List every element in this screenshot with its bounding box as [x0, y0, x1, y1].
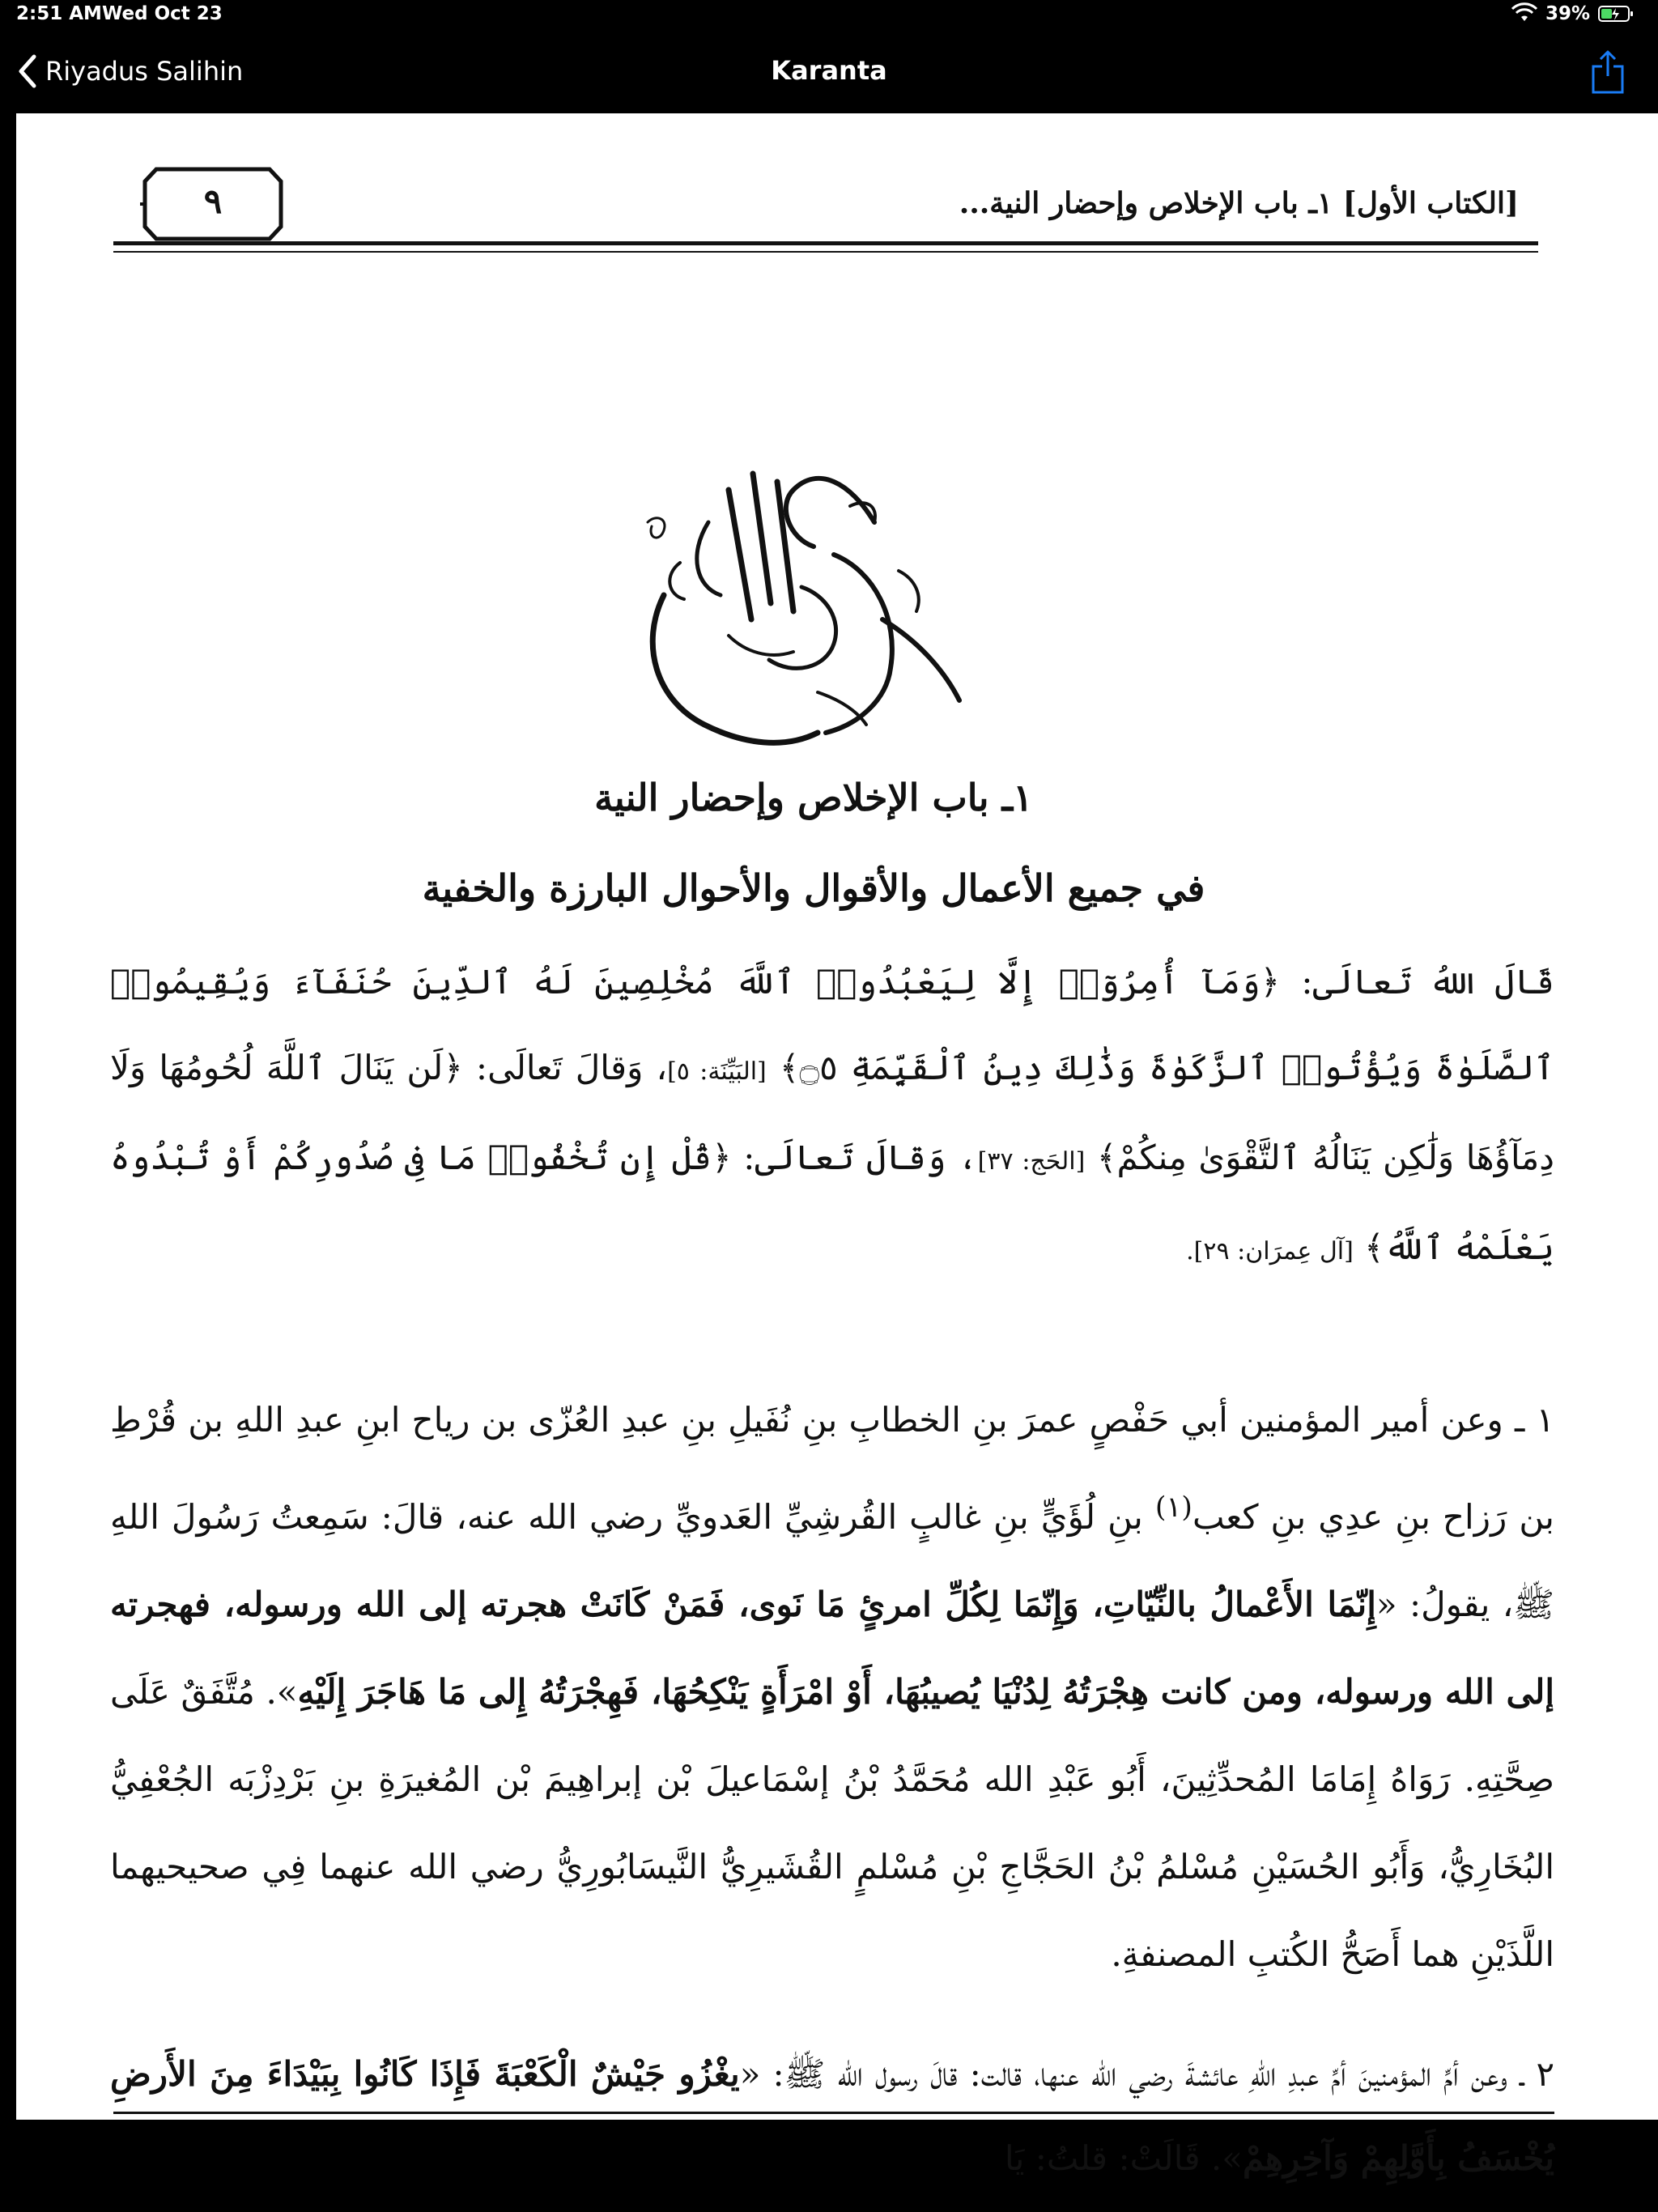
- hadith-2-matn: يغْزُو جَيْشٌ الْكَعْبَةَ فَإِذَا كَانُوا بِبَيْدَاءَ مِنَ الأَرضِ يُخْسَفُ بِأَوَّلِهِمْ وَآخِرِهِمْ: [110, 2054, 1554, 2178]
- status-right: [1511, 3, 1634, 24]
- running-head: [الكتاب الأول] ١ـ باب الإخلاص وإحضار النية...: [959, 186, 1519, 220]
- verse-text-1: قَالَ اللهُ تَعالَى: ﴿وَمَآ أُمِرُوٓا۟ إِلَّا لِيَعْبُدُوا۟ ٱللَّهَ مُخْلِصِينَ لَهُ ٱلدِّينَ حُنَفَآءَ وَيُقِيمُوا۟ ٱلصَّلَوٰةَ وَيُؤْتُوا۟ ٱلزَّكَوٰةَ وَذَٰلِكَ دِينُ ٱلْقَيِّمَةِ ۝٥﴾: [110, 962, 1554, 1087]
- verse-text-3: ، وَقالَ تَعالَى: ﴿قُلْ إِن تُخْفُوا۟ مَا فِى صُدُورِكُمْ أَوْ تُبْدُوهُ يَعْلَمْهُ ٱللَّهُ﴾: [110, 1138, 1554, 1267]
- status-time: 2:51 AM: [16, 3, 102, 24]
- verse-ref-2: [الحَج: ٣٧]: [977, 1147, 1086, 1176]
- page-number: ٩: [203, 181, 223, 221]
- share-icon[interactable]: [1590, 49, 1626, 96]
- verse-ref-1: [البَيِّنَة: ٥]: [667, 1057, 767, 1086]
- hadith-2-intro: ٢ ـ وعن أمِّ المؤمنينَ أمِّ عبدِ اللهِ عائشةَ رضي الله عنها، قالت: قالَ رسول الله ﷺ: «: [739, 2054, 1554, 2094]
- footnote-marker[interactable]: (١): [1154, 1491, 1192, 1524]
- page-number-badge: [142, 167, 284, 241]
- verse-ref-3: [آل عِمرَان: ٢٩].: [1186, 1237, 1354, 1266]
- back-button-label: Riyadus Salihin: [45, 56, 244, 87]
- hadith-1-matn: إِنّمَا الأَعْمالُ بالنِّيّاتِ، وَإِنّمَا لِكُلِّ امرئٍ مَا نَوى، فَمَنْ كَانَتْ هجرته إلى الله ورسوله، فهجرته إلى الله ورسوله، ومن كانت هِجْرَتُهُ لِدُنْيَا يُصيبُهَا، أَوْ امْرَأَةٍ يَنْكِحُهَا، فَهِجْرَتُهُ إِلى مَا هَاجَرَ إِلَيْهِ: [110, 1585, 1554, 1712]
- hadith-1-intro-2: بنِ لُؤَيٍّ بنِ غالبٍ القُرشِيِّ العَدويِّ رضي الله عنه، قالَ: سَمِعتُ رَسُولَ اللهِ ﷺ، يقولُ: «: [110, 1497, 1554, 1624]
- verse-text-2: ، وَقالَ تَعالَى: ﴿لَن يَنَالَ ٱللَّهَ لُحُومُهَا وَلَا دِمَآؤُهَا وَلَٰكِن يَنَالُهُ ٱلتَّقْوَىٰ مِنكُمْ﴾: [110, 1048, 1554, 1177]
- header-rule: [113, 241, 1538, 245]
- page-header: [105, 138, 1546, 243]
- status-bar: [0, 0, 1658, 32]
- chapter-subtitle: في جميع الأعمال والأقوال والأحوال البارزة والخفية: [422, 866, 1205, 910]
- battery-charging-icon: [1598, 5, 1634, 23]
- book-page: [16, 113, 1658, 2178]
- chapter-title: ١ـ باب الإخلاص وإحضار النية: [594, 776, 1033, 819]
- hadith-2: [110, 2032, 1554, 2201]
- hadith-1-closing: ». مُتَّفَقٌ عَلَى صِحَّتِهِ. رَوَاهُ إِمَامَا المُحدِّثِينَ، أَبُو عَبْدِ الله مُحَمَّدُ بْنُ إسْمَاعيلَ بْن إبراهِيمَ بْن المُغيرَةِ بنِ بَرْدِزْبَه الجُعْفِيُّ البُخَارِيُّ، وَأَبُو الحُسَيْنِ مُسْلمُ بْنُ الحَجَّاجِ بْنِ مُسْلمٍ القُشَيرِيُّ النَّيسَابُورِيُّ رضي الله عنهما فِي صحيحيهما اللَّذَيْنِ هما أَصَحُّ الكُتبِ المصنفةِ.: [110, 1672, 1555, 1974]
- nav-title: Karanta: [771, 55, 887, 86]
- status-date: Wed Oct 23: [102, 3, 223, 24]
- battery-percent: 39%: [1545, 3, 1590, 24]
- hadith-2-closing: ». قَالَتْ: قلتُ: يَا: [1004, 2138, 1243, 2178]
- bottom-rule: [113, 2112, 1554, 2114]
- hadith-1-intro: ١ ـ وعن أمير المؤمنين أبي حَفْصٍ عمرَ بنِ الخطابِ بنِ نُفَيلِ بنِ عبدِ العُزّى بن رياح ابنِ عبدِ اللهِ بن قُرْطِ بن رَزاح بنِ عدِي بنِ كعب: [110, 1400, 1554, 1537]
- navigation-bar: [0, 32, 1658, 113]
- header-rule-thin: [113, 251, 1538, 253]
- basmala-calligraphy: [631, 433, 971, 781]
- wifi-icon: [1511, 5, 1537, 23]
- quran-verses: [110, 939, 1554, 1295]
- hadith-1: [110, 1376, 1554, 1998]
